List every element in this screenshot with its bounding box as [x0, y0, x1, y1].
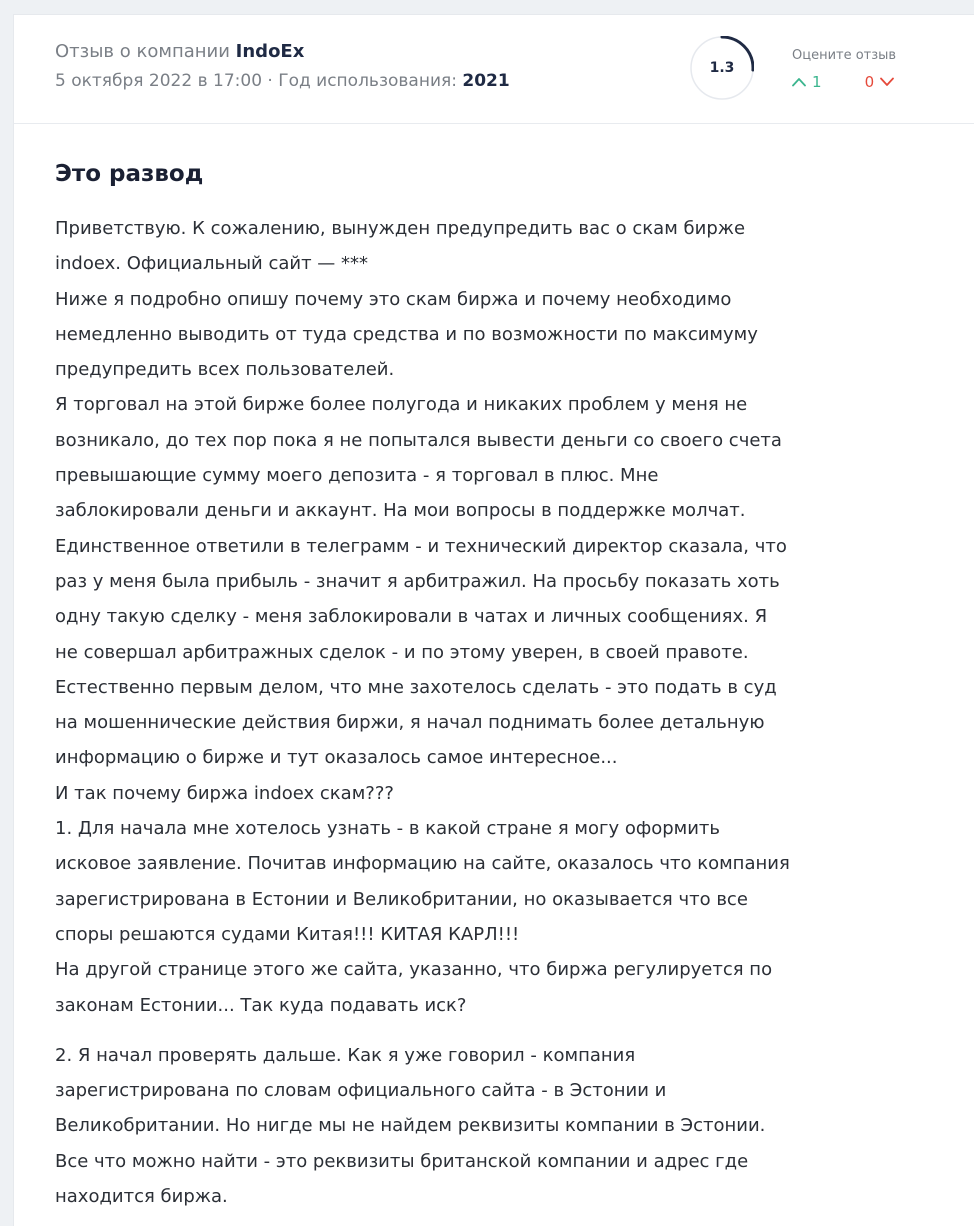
- review-paragraph-2: [55, 1038, 935, 1214]
- review-meta: [55, 41, 510, 91]
- review-text-line: Ниже я подробно опишу почему это скам биржа и почему необходимо: [55, 288, 732, 310]
- review-date-line: [55, 71, 510, 91]
- review-text-line: законам Естонии... Так куда подавать иск?: [55, 994, 467, 1016]
- review-title: Это развод: [55, 161, 204, 187]
- review-text-line: исковое заявление. Почитав информацию на сайте, оказалось что компания: [55, 853, 790, 875]
- upvote-count: 1: [812, 72, 822, 91]
- review-text-line: находится биржа.: [55, 1186, 228, 1208]
- review-text-line: indoex. Официальный сайт — ***: [55, 253, 369, 275]
- upvote-button[interactable]: [792, 72, 822, 91]
- vote-controls: [792, 71, 896, 93]
- review-header: [14, 15, 974, 124]
- review-text-line: раз у меня была прибыль - значит я арбитражил. На просьбу показать хоть: [55, 570, 780, 592]
- review-text-line: Приветствую. К сожалению, вынужден предупредить вас о скам бирже: [55, 218, 746, 239]
- review-body: [55, 161, 935, 1214]
- review-text-line: Единственное ответили в телеграмм - и технический директор сказала, что: [55, 535, 787, 557]
- downvote-count: 0: [864, 72, 875, 91]
- review-text-line: споры решаются судами Китая!!! КИТАЯ КАРЛ!!!: [55, 923, 520, 945]
- review-text-line: превышающие сумму моего депозита - я торговал в плюс. Мне: [55, 465, 659, 487]
- review-heading-prefix: Отзыв о компании: [55, 41, 230, 62]
- chevron-up-icon: [792, 77, 806, 87]
- rating-value: 1.3: [709, 60, 735, 76]
- review-text-line: Я торговал на этой бирже более полугода и никаких проблем у меня не: [55, 394, 748, 416]
- review-text-line: Великобритании. Но нигде мы не найдем реквизиты компании в Эстонии.: [55, 1115, 766, 1137]
- review-text-line: Все что можно найти - это реквизиты британской компании и адрес где: [55, 1150, 749, 1172]
- company-link[interactable]: IndoEx: [235, 41, 305, 62]
- review-paragraph-1: [55, 211, 935, 1023]
- review-text-line: возникало, до тех пор пока я не попытался вывести деньги со своего счета: [55, 429, 782, 451]
- review-card: [13, 14, 974, 1226]
- rating-circle: [690, 36, 754, 100]
- chevron-down-icon: [880, 77, 894, 87]
- usage-label: Год использования:: [278, 71, 457, 91]
- review-text-line: заблокировали деньги и аккаунт. На мои вопросы в поддержке молчат.: [55, 500, 746, 522]
- rate-review-block: [792, 48, 896, 93]
- review-text-line: одну такую сделку - меня заблокировали в чатах и личных сообщениях. Я: [55, 606, 768, 628]
- review-text-line: не совершал арбитражных сделок - и по этому уверен, в своей правоте.: [55, 641, 749, 663]
- rate-review-label: Оцените отзыв: [792, 48, 897, 63]
- review-text-line: На другой странице этого же сайта, указанно, что биржа регулируется по: [55, 959, 773, 981]
- downvote-button[interactable]: [865, 72, 895, 91]
- meta-separator: ·: [267, 71, 273, 91]
- review-text-line: на мошеннические действия биржи, я начал поднимать более детальную: [55, 712, 765, 734]
- review-text-line: немедленно выводить от туда средства и по возможности по максимуму: [55, 323, 758, 345]
- review-text-line: зарегистрирована по словам официального сайта - в Эстонии и: [55, 1080, 667, 1102]
- review-date: 5 октября 2022 в 17:00: [55, 71, 263, 91]
- usage-year: 2021: [462, 71, 510, 91]
- review-text-line: 1. Для начала мне хотелось узнать - в какой стране я могу оформить: [55, 818, 721, 840]
- review-text-line: зарегистрирована в Естонии и Великобритании, но оказывается что все: [55, 888, 748, 910]
- review-text-line: информацию о бирже и тут оказалось самое интересное...: [55, 747, 618, 769]
- review-heading: [55, 41, 510, 71]
- review-text-line: 2. Я начал проверять дальше. Как я уже говорил - компания: [55, 1044, 636, 1066]
- review-text-line: предупредить всех пользователей.: [55, 359, 395, 381]
- review-text-line: И так почему биржа indoex скам???: [55, 782, 394, 804]
- review-text-line: Естественно первым делом, что мне захотелось сделать - это подать в суд: [55, 676, 777, 698]
